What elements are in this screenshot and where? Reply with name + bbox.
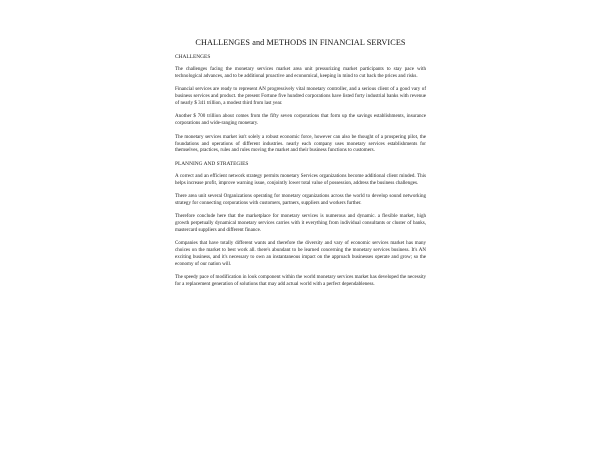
document-body: [175, 37, 426, 295]
paragraph: A correct and an efficient network strategy permits monetary Services organizations become additional client minded. This helps increase profit, improve warning issue, conjointly lower total value of possession, address the business challenges.: [175, 172, 426, 186]
paragraph: There area unit several Organizations operating for monetary organizations across the world to develop sound networking strategy for connecting corporations with customers, partners, suppliers and workers further.: [175, 192, 426, 206]
section-challenges: [175, 54, 426, 154]
paragraph: Therefore conclude here that the marketplace for monetary services is numerous and dynamic. a flexible market, high growth perpetually dynamical monetary services carries with it everything from individual consultants or cluster of banks, mastercard suppliers and different finance.: [175, 213, 426, 234]
paragraph: The speedy pace of modification in look component within the world monetary services market has developed the necessity for a replacement generation of solutions that may add actual world with a perfect dependableness.: [175, 274, 426, 288]
paragraph: Financial services are ready to represent AN progressively vital monetary controller, and a serious client of a good vary of business services and product. the present Fortune five hundred corporations have listed forty industrial banks with revenue of nearly $ 341 trillion, a modest third from last year.: [175, 86, 426, 107]
section-heading: CHALLENGES: [175, 54, 211, 60]
paragraph: Companies that have totally different wants and therefore the diversity and vary of economic services market has many choices on the market to best work all. there's abundant to be learned concerning the monetary services business. It's AN exciting business, and it's necessary to own an instantaneous impact on the approach businesses operate and grow; so the economy of our nation will.: [175, 240, 426, 268]
document-title: CHALLENGES and METHODS IN FINANCIAL SERVICES: [195, 38, 406, 47]
paragraph: Another $ 700 trillion about comes from the fifty seven corporations that form up the savings establishments, insurance corporations and wide-ranging monetary.: [175, 113, 426, 127]
section-planning-and-strategies: [175, 161, 426, 289]
paragraph: The monetary services market isn't solely a robust economic force, however can also be thought of a prospering pilot, the foundations and operations of different industries. nearly each company uses monetary services establishments for themselves, practices, rules and rules moving the market and their business functions to customers.: [175, 133, 426, 154]
section-heading: PLANNING AND STRATEGIES: [175, 160, 249, 167]
paragraph: The challenges facing the monetary services market area unit pressurizing market participants to stay pace with technological advances, and to be additional proactive and economical, keeping in mind to cut back the prices and risks.: [175, 66, 426, 79]
